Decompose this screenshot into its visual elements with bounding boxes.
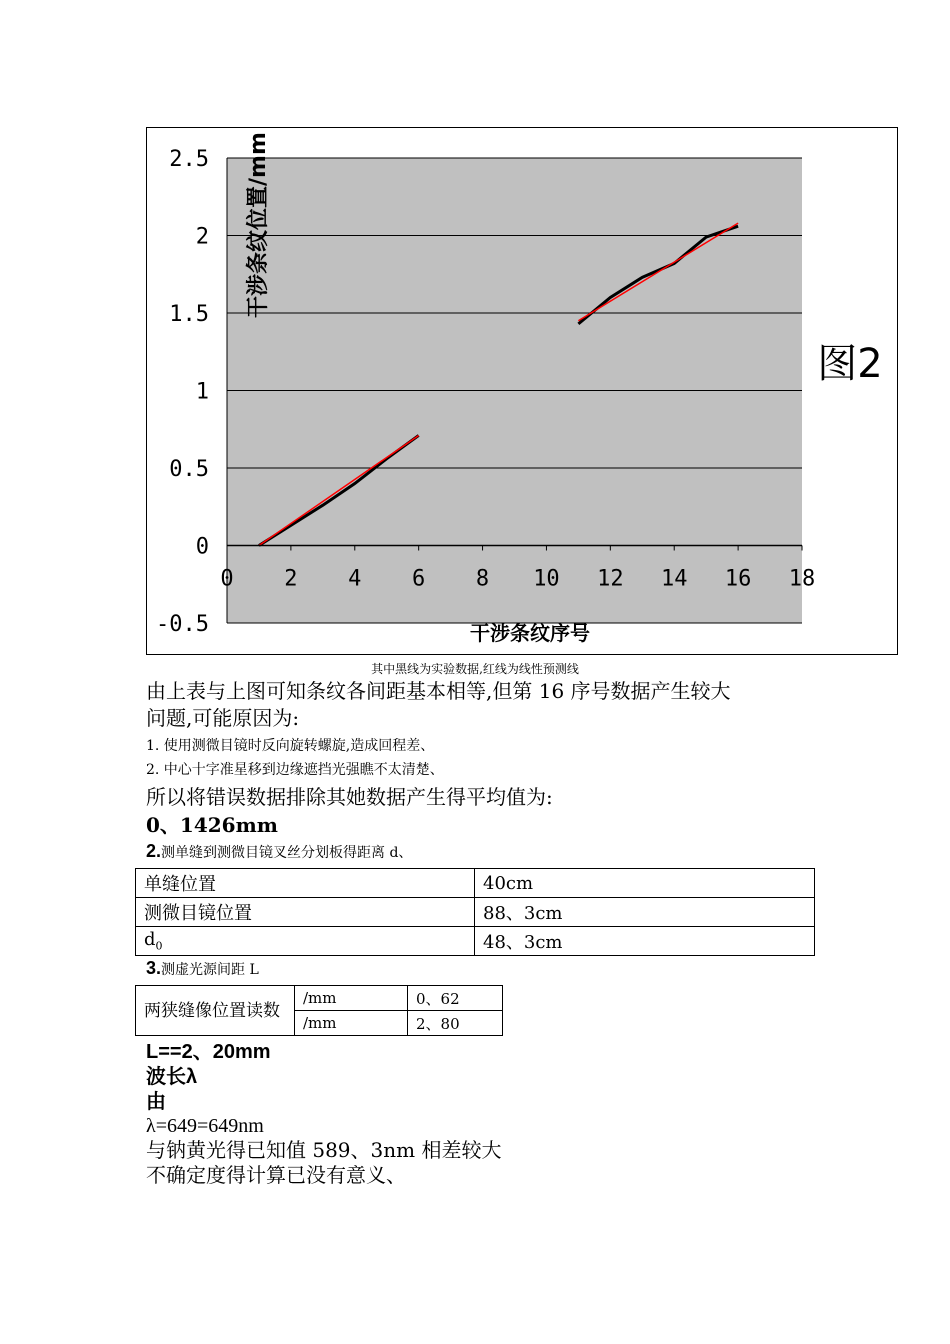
table-row — [136, 927, 815, 956]
table-cell-value: 48、3cm — [475, 927, 815, 956]
y-tick-label: 0.5 — [169, 457, 209, 482]
from-label: 由 — [146, 1091, 166, 1113]
y-tick-label: 0 — [195, 534, 209, 560]
x-tick-label: 14 — [660, 566, 688, 592]
comparison-text: 与钠黄光得已知值 589、3nm 相差较大 — [146, 1138, 502, 1162]
table-cell-value: 2、80 — [408, 1011, 503, 1036]
table-row — [136, 986, 503, 1011]
section-3-heading — [146, 958, 259, 979]
x-tick-label: 2 — [284, 566, 298, 592]
chart-svg — [147, 128, 899, 656]
table-cell-value: 40cm — [475, 869, 815, 898]
x-tick-label: 6 — [412, 566, 426, 592]
figure-caption: 其中黑线为实验数据,红线为线性预测线 — [371, 662, 579, 676]
section-3-number: 3. — [146, 958, 162, 978]
y-tick-label: 1.5 — [169, 302, 209, 327]
section-2-text: 测单缝到测微目镜叉丝分划板得距离 d、 — [161, 845, 413, 861]
x-tick-label: 12 — [597, 566, 624, 592]
average-value: 0、1426mm — [146, 813, 278, 837]
table-cell-label: 两狭缝像位置读数 — [136, 986, 295, 1036]
uncertainty-text: 不确定度得计算已没有意义、 — [146, 1163, 406, 1187]
list-item-1: 1. 使用测微目镜时反向旋转螺旋,造成回程差、 — [146, 738, 435, 754]
table-cell-value: 88、3cm — [475, 898, 815, 927]
table-cell-unit: /mm — [295, 1011, 408, 1036]
table-cell-value: 0、62 — [408, 986, 503, 1011]
y-tick-label: 1 — [195, 379, 209, 405]
x-tick-label: 0 — [220, 566, 234, 592]
L-result: L==2、20mm — [146, 1041, 271, 1063]
y-tick-label: 2.5 — [169, 147, 209, 172]
paragraph-3: 所以将错误数据排除其她数据产生得平均值为: — [146, 785, 553, 809]
table-cell-unit: /mm — [295, 986, 408, 1011]
figure-label: 图2 — [817, 341, 883, 387]
d-symbol: d — [144, 929, 156, 951]
y-axis-label: 干涉条纹位置/mm — [246, 132, 271, 318]
y-tick-label: -0.5 — [156, 612, 209, 637]
x-tick-label: 10 — [533, 566, 560, 592]
x-tick-label: 8 — [475, 566, 490, 592]
figure-2-chart — [146, 127, 898, 655]
x-tick-label: 4 — [348, 566, 362, 592]
slit-image-table — [135, 985, 503, 1036]
table-cell-label: 单缝位置 — [136, 869, 475, 898]
lambda-result: λ=649=649nm — [146, 1115, 264, 1137]
table-row — [136, 898, 815, 927]
table-row — [136, 869, 815, 898]
paragraph-1: 由上表与上图可知条纹各间距基本相等,但第 16 序号数据产生较大 — [146, 679, 731, 703]
x-tick-label: 16 — [724, 566, 752, 592]
paragraph-2: 问题,可能原因为: — [146, 706, 300, 730]
table-cell-label: 测微目镜位置 — [136, 898, 475, 927]
y-tick-label: 2 — [195, 224, 209, 250]
table-cell-label — [136, 927, 475, 956]
list-item-2: 2. 中心十字准星移到边缘遮挡光强瞧不太清楚、 — [146, 762, 444, 778]
section-2-number: 2. — [146, 841, 162, 861]
wavelength-heading: 波长λ — [146, 1066, 198, 1088]
distance-table — [135, 868, 815, 956]
section-3-text: 测虚光源间距 L — [161, 962, 259, 978]
x-axis-label: 干涉条纹序号 — [470, 621, 590, 645]
d-subscript: 0 — [155, 939, 163, 953]
x-tick-label: 18 — [788, 566, 816, 592]
section-2-heading — [146, 841, 412, 862]
